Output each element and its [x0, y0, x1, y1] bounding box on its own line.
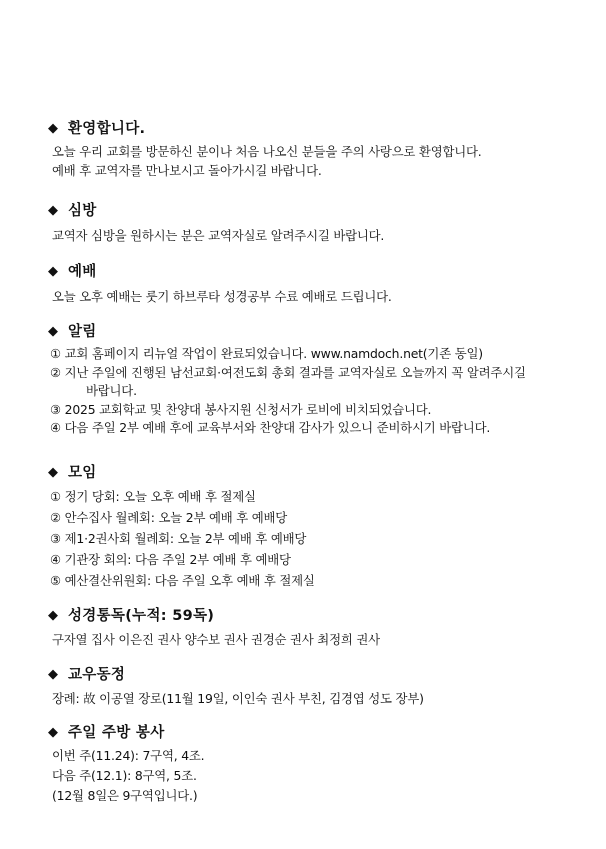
bible-reading-names: 구자열 집사 이은진 권사 양수보 권사 권경순 권사 최정희 권사 — [52, 632, 380, 647]
visit-section — [48, 201, 566, 246]
notice-item-continuation: 바랍니다. — [86, 383, 137, 398]
worship-section — [48, 262, 566, 307]
meeting-item: ④ 기관장 회의: 다음 주일 2부 예배 후 예배당 — [50, 552, 291, 567]
bible-reading-header — [48, 606, 566, 626]
kitchen-service-header — [48, 723, 566, 743]
diamond-bullet-icon: ◆ — [48, 264, 58, 279]
visit-title: 심방 — [68, 203, 97, 219]
kitchen-service-section — [48, 723, 566, 806]
notices-section — [48, 322, 566, 438]
diamond-bullet-icon: ◆ — [48, 465, 58, 480]
meeting-item: ① 정기 당회: 오늘 오후 예배 후 절제실 — [50, 489, 256, 504]
bible-reading-section — [48, 606, 566, 650]
diamond-bullet-icon: ◆ — [48, 324, 58, 339]
diamond-bullet-icon: ◆ — [48, 121, 58, 136]
notices-title: 알림 — [68, 324, 97, 340]
member-news-line: 장례: 故 이공열 장로(11월 19일, 이인숙 권사 부친, 김경엽 성도 장부) — [52, 691, 424, 706]
notices-header — [48, 322, 566, 342]
member-news-title: 교우동정 — [68, 667, 126, 683]
member-news-section — [48, 665, 566, 709]
worship-line: 오늘 오후 예배는 룻기 하브루타 성경공부 수료 예배로 드립니다. — [52, 289, 392, 304]
diamond-bullet-icon: ◆ — [48, 725, 58, 740]
notice-item: ② 지난 주일에 진행된 남선교회·여전도회 총회 결과를 교역자실로 오늘까지 꼭 알려주시길 — [50, 364, 526, 380]
visit-header — [48, 201, 566, 221]
diamond-bullet-icon: ◆ — [48, 203, 58, 218]
meeting-item: ② 안수집사 월례회: 오늘 2부 예배 후 예배당 — [50, 510, 288, 525]
meetings-header — [48, 463, 566, 483]
welcome-section — [48, 119, 566, 180]
welcome-header — [48, 119, 566, 139]
diamond-bullet-icon: ◆ — [48, 608, 58, 623]
meetings-section — [48, 463, 566, 591]
kitchen-service-title: 주일 주방 봉사 — [68, 725, 165, 741]
notice-item: ④ 다음 주일 2부 예배 후에 교육부서와 찬양대 감사가 있으니 준비하시기 바랍니다. — [50, 420, 491, 435]
meetings-title: 모임 — [68, 465, 97, 481]
worship-header — [48, 262, 566, 282]
worship-title: 예배 — [68, 264, 97, 280]
welcome-line: 예배 후 교역자를 만나보시고 돌아가시길 바랍니다. — [52, 162, 322, 178]
kitchen-service-line: (12월 8일은 9구역입니다.) — [52, 788, 198, 803]
meeting-item: ⑤ 예산결산위원회: 다음 주일 오후 예배 후 절제실 — [50, 573, 315, 588]
kitchen-service-line: 다음 주(12.1): 8구역, 5조. — [52, 768, 197, 783]
member-news-header — [48, 665, 566, 685]
welcome-line: 오늘 우리 교회를 방문하신 분이나 처음 나오신 분들을 주의 사랑으로 환영합니다. — [52, 144, 482, 159]
meeting-item: ③ 제1·2권사회 월례회: 오늘 2부 예배 후 예배당 — [50, 531, 307, 546]
bible-reading-title: 성경통독(누적: 59독) — [68, 608, 215, 624]
diamond-bullet-icon: ◆ — [48, 667, 58, 682]
notice-item: ③ 2025 교회학교 및 찬양대 봉사지원 신청서가 로비에 비치되었습니다. — [50, 401, 432, 417]
kitchen-service-line: 이번 주(11.24): 7구역, 4조. — [52, 748, 205, 763]
notice-item: ① 교회 홈페이지 리뉴얼 작업이 완료되었습니다. www.namdoch.net(기존 동일) — [50, 346, 483, 361]
visit-line: 교역자 심방을 원하시는 분은 교역자실로 알려주시길 바랍니다. — [52, 228, 385, 243]
welcome-title: 환영합니다. — [68, 121, 146, 137]
